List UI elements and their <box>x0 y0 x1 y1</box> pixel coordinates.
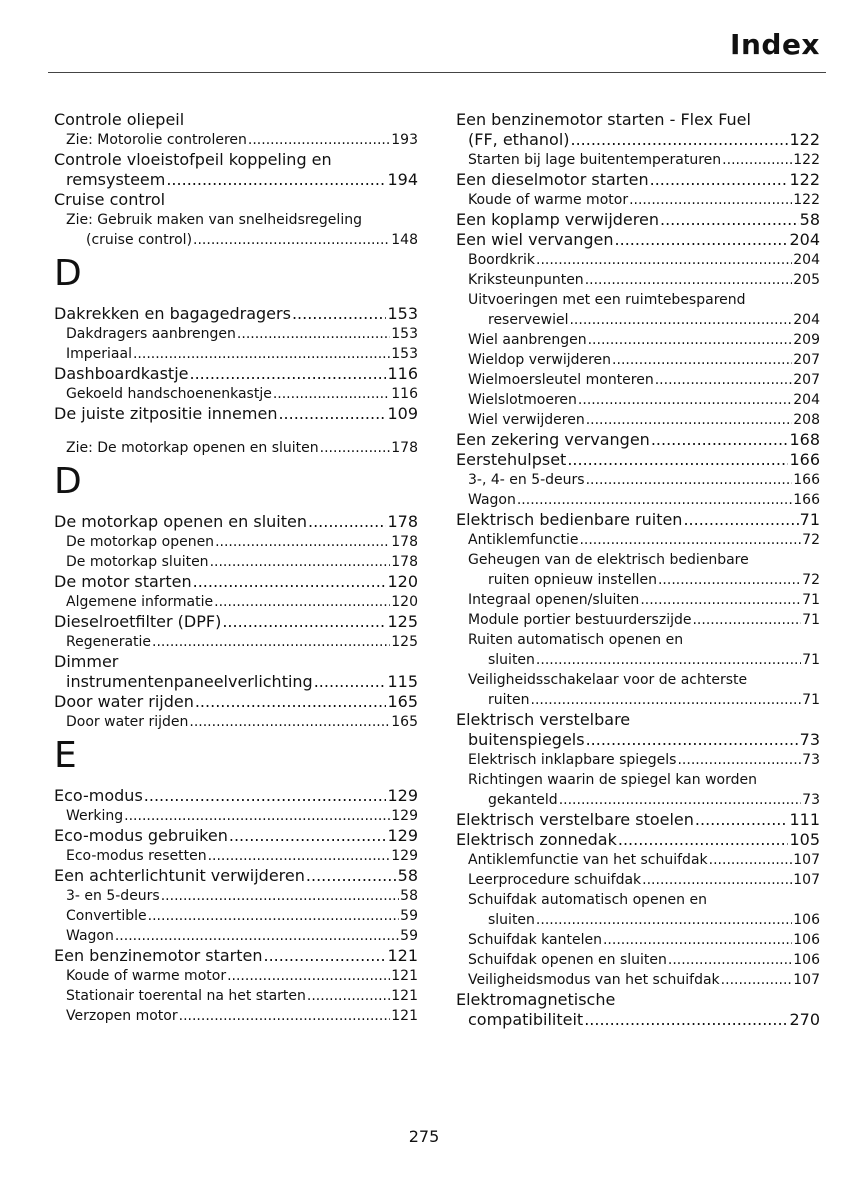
header-rule <box>48 72 826 73</box>
index-subentry <box>456 270 820 290</box>
entry-text: Zie: Motorolie controleren <box>66 132 247 148</box>
dot-leader <box>651 430 789 450</box>
dot-leader <box>320 438 391 458</box>
index-subentry <box>54 1006 418 1026</box>
entry-page-number: 178 <box>391 440 418 456</box>
entry-page-number: 165 <box>391 714 418 730</box>
entry-page-number: 73 <box>802 752 820 768</box>
entry-text: Zie: De motorkap openen en sluiten <box>66 440 319 456</box>
dot-leader <box>586 730 799 750</box>
entry-text: instrumentenpaneelverlichting <box>66 672 313 691</box>
dot-leader <box>585 270 793 290</box>
dot-leader <box>531 690 802 710</box>
index-subentry <box>54 906 418 926</box>
entry-page-number: 125 <box>387 612 418 631</box>
index-subentry: Veiligheidsschakelaar voor de achterste <box>468 672 748 688</box>
entry-page-number: 193 <box>391 132 418 148</box>
entry-page-number: 73 <box>799 730 820 749</box>
dot-leader <box>306 866 397 886</box>
entry-text: Eco-modus <box>54 786 143 805</box>
entry-text: De juiste zitpositie innemen <box>54 404 278 423</box>
entry-text: 3- en 5-deurs <box>66 888 160 904</box>
entry-text: Elektrisch verstelbare stoelen <box>456 810 694 829</box>
index-subentry <box>54 806 418 826</box>
entry-page-number: 73 <box>802 792 820 808</box>
index-subentry <box>54 966 418 986</box>
entry-page-number: 204 <box>793 312 820 328</box>
dot-leader <box>189 712 390 732</box>
index-subentry <box>456 470 820 490</box>
dot-leader <box>124 806 390 826</box>
index-entry <box>456 130 820 150</box>
entry-page-number: 194 <box>387 170 418 189</box>
entry-text: Gekoeld handschoenenkastje <box>66 386 272 402</box>
entry-page-number: 209 <box>793 332 820 348</box>
index-subentry <box>456 690 820 710</box>
index-entry <box>54 512 418 532</box>
entry-page-number: 208 <box>793 412 820 428</box>
dot-leader <box>161 886 399 906</box>
index-subentry <box>54 230 418 250</box>
entry-text: Een wiel vervangen <box>456 230 614 249</box>
index-entry <box>456 830 820 850</box>
index-subentry <box>456 530 820 550</box>
entry-page-number: 122 <box>793 152 820 168</box>
index-subentry: Schuifdak automatisch openen en <box>468 892 707 908</box>
entry-page-number: 178 <box>391 554 418 570</box>
dot-leader <box>133 344 390 364</box>
index-subentry <box>456 930 820 950</box>
index-entry <box>54 170 418 190</box>
index-entry: Dimmer <box>54 652 119 671</box>
dot-leader <box>567 450 788 470</box>
entry-text: sluiten <box>488 912 535 928</box>
index-subentry <box>456 370 820 390</box>
entry-text: Boordkrik <box>468 252 535 268</box>
index-subentry <box>456 910 820 930</box>
entry-page-number: 129 <box>387 786 418 805</box>
dot-leader <box>658 570 801 590</box>
entry-text: Wielslotmoeren <box>468 392 577 408</box>
entry-page-number: 166 <box>789 450 820 469</box>
index-entry: Controle oliepeil <box>54 110 185 129</box>
spacer <box>54 424 418 438</box>
index-entry: Controle vloeistofpeil koppeling en <box>54 150 332 169</box>
entry-text: Door water rijden <box>66 714 189 730</box>
entry-page-number: 109 <box>387 404 418 423</box>
index-subentry <box>456 330 820 350</box>
section-letter: E <box>54 735 77 776</box>
entry-text: Door water rijden <box>54 692 194 711</box>
index-entry <box>456 1010 820 1030</box>
index-entry <box>456 210 820 230</box>
entry-text: Dashboardkastje <box>54 364 189 383</box>
entry-text: Koude of warme motor <box>66 968 227 984</box>
dot-leader <box>179 1006 391 1026</box>
entry-page-number: 59 <box>400 928 418 944</box>
entry-text: reservewiel <box>488 312 569 328</box>
entry-page-number: 129 <box>391 808 418 824</box>
index-entry <box>54 364 418 384</box>
entry-page-number: 71 <box>799 510 820 529</box>
entry-text: Verzopen motor <box>66 1008 178 1024</box>
dot-leader <box>721 970 793 990</box>
dot-leader <box>655 370 793 390</box>
entry-text: ruiten opnieuw instellen <box>488 572 657 588</box>
entry-text: Leerprocedure schuifdak <box>468 872 642 888</box>
entry-text: ruiten <box>488 692 530 708</box>
entry-text: Werking <box>66 808 124 824</box>
index-subentry <box>54 552 418 572</box>
entry-text: Eerstehulpset <box>456 450 567 469</box>
index-subentry <box>456 250 820 270</box>
dot-leader <box>229 826 387 846</box>
entry-page-number: 58 <box>397 866 418 885</box>
dot-leader <box>569 310 792 330</box>
entry-page-number: 59 <box>400 908 418 924</box>
dot-leader <box>227 966 390 986</box>
entry-page-number: 125 <box>391 634 418 650</box>
dot-leader <box>273 384 390 404</box>
entry-page-number: 270 <box>789 1010 820 1029</box>
dot-leader <box>579 530 801 550</box>
entry-page-number: 116 <box>387 364 418 383</box>
index-subentry <box>456 950 820 970</box>
entry-text: De motorkap openen en sluiten <box>54 512 307 531</box>
entry-text: Een dieselmotor starten <box>456 170 649 189</box>
entry-text: Wagon <box>468 492 516 508</box>
index-entry <box>54 672 418 692</box>
dot-leader <box>214 592 390 612</box>
entry-text: Antiklemfunctie <box>468 532 579 548</box>
index-subentry <box>456 850 820 870</box>
dot-leader <box>292 304 387 324</box>
dot-leader <box>629 190 792 210</box>
index-entry <box>456 230 820 250</box>
entry-page-number: 111 <box>789 810 820 829</box>
dot-leader <box>584 1010 788 1030</box>
index-subentry <box>54 438 418 458</box>
index-subentry <box>54 532 418 552</box>
entry-text: Elektrisch inklapbare spiegels <box>468 752 677 768</box>
index-subentry <box>456 610 820 630</box>
entry-text: Koude of warme motor <box>468 192 629 208</box>
dot-leader <box>222 612 386 632</box>
entry-page-number: 207 <box>793 352 820 368</box>
dot-leader <box>603 930 792 950</box>
entry-text: Elektrisch bedienbare ruiten <box>456 510 683 529</box>
entry-text: Algemene informatie <box>66 594 214 610</box>
dot-leader <box>190 364 387 384</box>
dot-leader <box>588 330 793 350</box>
entry-text: De motorkap sluiten <box>66 554 209 570</box>
entry-page-number: 106 <box>793 952 820 968</box>
entry-page-number: 153 <box>391 346 418 362</box>
page-title: Index <box>730 28 820 61</box>
entry-text: Een koplamp verwijderen <box>456 210 659 229</box>
entry-page-number: 120 <box>387 572 418 591</box>
entry-text: Wagon <box>66 928 114 944</box>
entry-text: Starten bij lage buitentemperaturen <box>468 152 722 168</box>
dot-leader <box>615 230 789 250</box>
entry-page-number: 106 <box>793 912 820 928</box>
dot-leader <box>237 324 390 344</box>
dot-leader <box>586 470 793 490</box>
entry-page-number: 129 <box>391 848 418 864</box>
index-subentry <box>456 490 820 510</box>
entry-page-number: 204 <box>793 252 820 268</box>
index-subentry <box>54 130 418 150</box>
entry-page-number: 121 <box>391 968 418 984</box>
index-column-right <box>456 110 820 1030</box>
entry-text: Integraal openen/sluiten <box>468 592 640 608</box>
entry-text: (FF, ethanol) <box>468 130 570 149</box>
index-subentry: Ruiten automatisch openen en <box>468 632 684 648</box>
entry-text: Dakrekken en bagagedragers <box>54 304 291 323</box>
index-subentry <box>54 384 418 404</box>
dot-leader <box>314 672 387 692</box>
entry-page-number: 153 <box>391 326 418 342</box>
index-entry: Een benzinemotor starten - Flex Fuel <box>456 110 751 129</box>
entry-page-number: 116 <box>391 386 418 402</box>
entry-text: remsysteem <box>66 170 166 189</box>
entry-page-number: 178 <box>391 534 418 550</box>
entry-page-number: 120 <box>391 594 418 610</box>
entry-page-number: 121 <box>391 988 418 1004</box>
dot-leader <box>578 390 792 410</box>
entry-text: Wiel verwijderen <box>468 412 585 428</box>
dot-leader <box>115 926 399 946</box>
entry-page-number: 122 <box>793 192 820 208</box>
dot-leader <box>193 572 387 592</box>
page-number: 275 <box>408 1127 440 1146</box>
entry-text: Elektrisch zonnedak <box>456 830 617 849</box>
index-entry <box>54 572 418 592</box>
index-subentry <box>456 650 820 670</box>
entry-page-number: 71 <box>802 612 820 628</box>
index-column-left <box>54 110 418 1026</box>
index-subentry <box>54 344 418 364</box>
index-entry <box>456 430 820 450</box>
dot-leader <box>148 906 400 926</box>
dot-leader <box>692 610 801 630</box>
entry-text: Module portier bestuurderszijde <box>468 612 692 628</box>
entry-text: Regeneratie <box>66 634 152 650</box>
entry-page-number: 107 <box>793 972 820 988</box>
index-subentry <box>456 310 820 330</box>
dot-leader <box>586 410 793 430</box>
entry-text: Dieselroetfilter (DPF) <box>54 612 222 631</box>
entry-text: sluiten <box>488 652 535 668</box>
entry-text: gekanteld <box>488 792 558 808</box>
index-entry <box>54 404 418 424</box>
dot-leader <box>517 490 792 510</box>
dot-leader <box>683 510 798 530</box>
entry-page-number: 58 <box>400 888 418 904</box>
entry-text: Wieldop verwijderen <box>468 352 612 368</box>
dot-leader <box>695 810 789 830</box>
dot-leader <box>208 846 391 866</box>
entry-page-number: 121 <box>391 1008 418 1024</box>
dot-leader <box>215 532 390 552</box>
index-subentry: Uitvoeringen met een ruimtebesparend <box>468 292 746 308</box>
entry-page-number: 204 <box>789 230 820 249</box>
index-entry <box>456 810 820 830</box>
dot-leader <box>668 950 792 970</box>
entry-text: Veiligheidsmodus van het schuifdak <box>468 972 720 988</box>
entry-text: buitenspiegels <box>468 730 585 749</box>
index-entry <box>456 730 820 750</box>
index-entry <box>456 170 820 190</box>
entry-page-number: 107 <box>793 872 820 888</box>
dot-leader <box>166 170 386 190</box>
entry-text: Stationair toerental na het starten <box>66 988 306 1004</box>
entry-page-number: 153 <box>387 304 418 323</box>
entry-page-number: 58 <box>799 210 820 229</box>
dot-leader <box>264 946 387 966</box>
entry-text: Een zekering vervangen <box>456 430 650 449</box>
entry-text: compatibiliteit <box>468 1010 584 1029</box>
dot-leader <box>618 830 789 850</box>
index-subentry <box>54 926 418 946</box>
entry-page-number: 106 <box>793 932 820 948</box>
index-entry <box>54 866 418 886</box>
dot-leader <box>144 786 387 806</box>
dot-leader <box>640 590 801 610</box>
entry-text: De motorkap openen <box>66 534 215 550</box>
dot-leader <box>307 986 390 1006</box>
dot-leader <box>210 552 391 572</box>
entry-page-number: 122 <box>789 170 820 189</box>
dot-leader <box>722 150 792 170</box>
index-subentry <box>456 350 820 370</box>
index-entry <box>54 826 418 846</box>
index-subentry <box>54 592 418 612</box>
index-subentry <box>54 846 418 866</box>
entry-text: Eco-modus gebruiken <box>54 826 228 845</box>
index-subentry <box>54 886 418 906</box>
index-entry <box>54 946 418 966</box>
entry-page-number: 166 <box>793 472 820 488</box>
dot-leader <box>709 850 793 870</box>
entry-page-number: 122 <box>789 130 820 149</box>
dot-leader <box>612 350 792 370</box>
dot-leader <box>536 650 801 670</box>
index-subentry <box>456 190 820 210</box>
index-subentry: Richtingen waarin de spiegel kan worden <box>468 772 757 788</box>
entry-page-number: 115 <box>387 672 418 691</box>
index-subentry <box>456 570 820 590</box>
entry-text: 3-, 4- en 5-deurs <box>468 472 585 488</box>
index-subentry <box>456 410 820 430</box>
entry-page-number: 72 <box>802 532 820 548</box>
dot-leader <box>308 512 386 532</box>
entry-page-number: 71 <box>802 652 820 668</box>
dot-leader <box>278 404 386 424</box>
entry-text: Een benzinemotor starten <box>54 946 263 965</box>
index-subentry <box>54 324 418 344</box>
dot-leader <box>571 130 789 150</box>
index-subentry <box>456 790 820 810</box>
dot-leader <box>677 750 801 770</box>
entry-text: Wiel aanbrengen <box>468 332 587 348</box>
entry-text: Antiklemfunctie van het schuifdak <box>468 852 708 868</box>
entry-page-number: 148 <box>391 232 418 248</box>
index-entry <box>54 612 418 632</box>
section-letter: D <box>54 461 82 502</box>
dot-leader <box>152 632 390 652</box>
entry-page-number: 121 <box>387 946 418 965</box>
index-subentry <box>456 970 820 990</box>
entry-page-number: 107 <box>793 852 820 868</box>
entry-text: Een achterlichtunit verwijderen <box>54 866 305 885</box>
dot-leader <box>650 170 789 190</box>
dot-leader <box>642 870 792 890</box>
entry-page-number: 72 <box>802 572 820 588</box>
index-subentry <box>456 150 820 170</box>
index-entry: Cruise control <box>54 190 166 209</box>
index-subentry: Zie: Gebruik maken van snelheidsregeling <box>66 212 362 228</box>
entry-page-number: 178 <box>387 512 418 531</box>
entry-text: Eco-modus resetten <box>66 848 207 864</box>
index-entry <box>456 510 820 530</box>
entry-text: Schuifdak openen en sluiten <box>468 952 667 968</box>
entry-page-number: 129 <box>387 826 418 845</box>
index-subentry <box>54 632 418 652</box>
dot-leader <box>660 210 799 230</box>
entry-text: Convertible <box>66 908 147 924</box>
entry-page-number: 71 <box>802 592 820 608</box>
index-entry: Elektromagnetische <box>456 990 616 1009</box>
dot-leader <box>559 790 801 810</box>
index-subentry <box>456 590 820 610</box>
entry-text: Imperiaal <box>66 346 132 362</box>
entry-text: Dakdragers aanbrengen <box>66 326 236 342</box>
index-subentry <box>54 986 418 1006</box>
entry-page-number: 71 <box>802 692 820 708</box>
dot-leader <box>536 250 792 270</box>
entry-page-number: 105 <box>789 830 820 849</box>
index-subentry <box>456 870 820 890</box>
entry-page-number: 205 <box>793 272 820 288</box>
entry-text: (cruise control) <box>86 232 193 248</box>
entry-page-number: 168 <box>789 430 820 449</box>
dot-leader <box>195 692 387 712</box>
index-entry <box>54 786 418 806</box>
dot-leader <box>536 910 792 930</box>
index-entry <box>54 304 418 324</box>
index-subentry <box>456 750 820 770</box>
entry-text: Schuifdak kantelen <box>468 932 602 948</box>
index-subentry <box>456 390 820 410</box>
index-entry <box>54 692 418 712</box>
entry-text: Wielmoersleutel monteren <box>468 372 654 388</box>
entry-text: Kriksteunpunten <box>468 272 584 288</box>
index-subentry: Geheugen van de elektrisch bedienbare <box>468 552 749 568</box>
index-subentry <box>54 712 418 732</box>
entry-page-number: 165 <box>387 692 418 711</box>
entry-text: De motor starten <box>54 572 192 591</box>
entry-page-number: 207 <box>793 372 820 388</box>
section-letter: D <box>54 253 82 294</box>
entry-page-number: 166 <box>793 492 820 508</box>
index-entry <box>456 450 820 470</box>
dot-leader <box>193 230 390 250</box>
dot-leader <box>248 130 390 150</box>
entry-page-number: 204 <box>793 392 820 408</box>
index-entry: Elektrisch verstelbare <box>456 710 631 729</box>
